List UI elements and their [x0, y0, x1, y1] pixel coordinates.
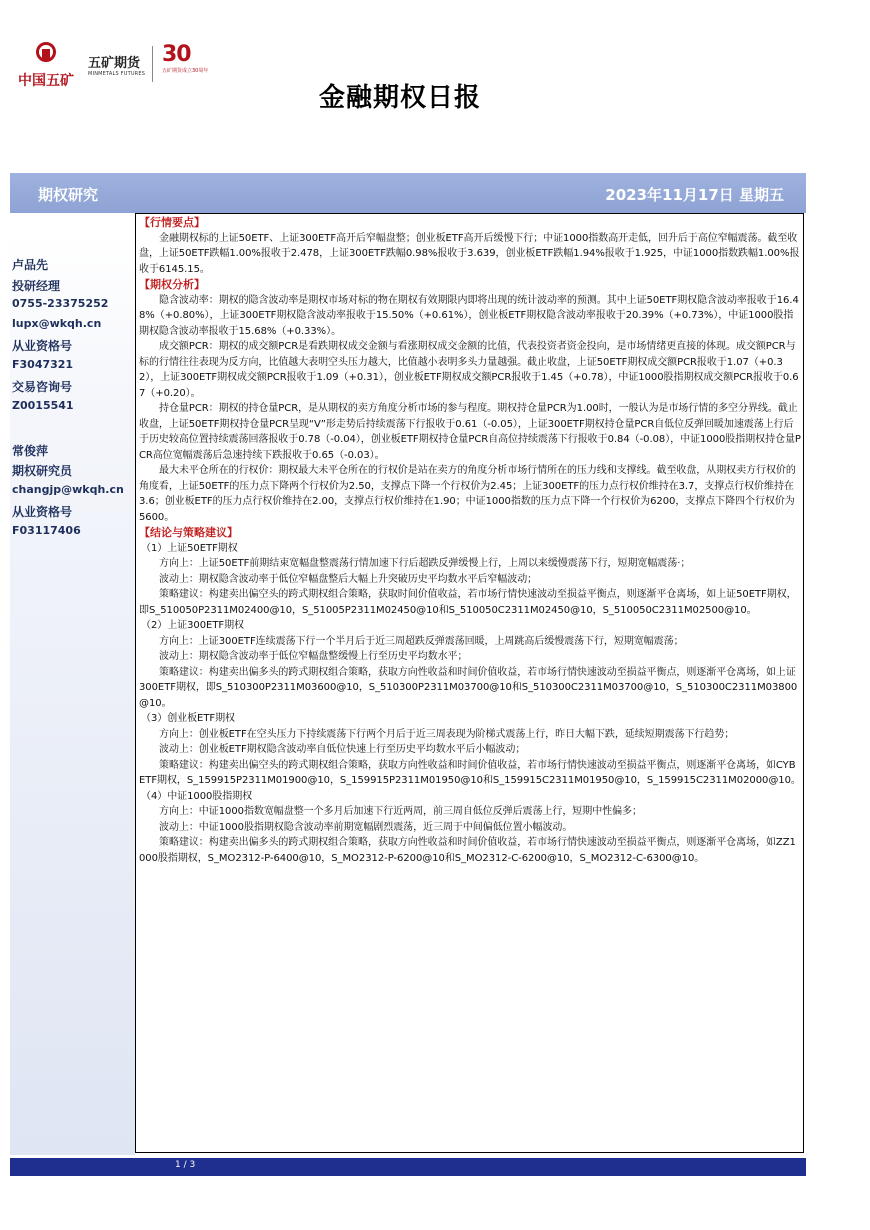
subsection-zz1000-strategy: 策略建议：构建卖出偏多头的跨式期权组合策略，获取方向性收益和时间价值收益，若市场行情快速波动至损益平衡点，则逐渐平仓离场，如ZZ1000股指期权，S_MO2312-P-6400@10，S_MO2312-P-6200@10和S_MO2312-C-6200@10，S_MO2312-C-6300@10。 — [139, 837, 796, 864]
analyst1-consult-label: 交易咨询号 — [12, 380, 73, 394]
anniversary-subtext: 五矿期货成立30周年 — [162, 68, 209, 74]
analyst1-email[interactable]: lupx@wkqh.cn — [12, 317, 102, 330]
max-oi-strike-paragraph: 最大未平仓所在的行权价：期权最大未平仓所在的行权价是站在卖方的角度分析市场行情所在的压力线和支撑线。截至收盘，从期权卖方行权价的角度看，上证50ETF的压力点下降两个行权价为2.50，支撑点下降一个行权价为2.45；上证300ETF的压力点行权价维持在3.7，支撑点行权价维持在3.6；创业板ETF的压力点行权价维持在2.00，支撑点行权价维持在1.90；中证1000指数的压力点下降一个行权价为6200，支撑点下降四个行权价为5600。 — [139, 465, 796, 523]
subsection-50etf-title: （1）上证50ETF期权 — [141, 542, 238, 554]
analyst1-qual-label: 从业资格号 — [12, 339, 73, 353]
report-content-box — [135, 213, 804, 1153]
subsection-300etf-volatility: 波动上：期权隐含波动率于低位窄幅盘整缓慢上行至历史平均数水平； — [159, 651, 468, 662]
footer-bar — [10, 1158, 806, 1176]
anniversary-logo — [162, 42, 222, 74]
section-label: 期权研究 — [38, 186, 99, 204]
report-content — [139, 215, 801, 866]
section-header-bar — [10, 173, 806, 213]
analyst1-name: 卢品先 — [12, 258, 49, 272]
subsection-50etf-strategy: 策略建议：构建卖出偏空头的跨式期权组合策略，获取时间价值收益，若市场行情快速波动至损益平衡点，则逐渐平仓离场，如上证50ETF期权，即S_510050P2311M02400@10，S_51005P2311M02450@10和S_510050C2311M02450@10，S_510050C2311M02500@10。 — [139, 589, 797, 616]
section-title-market: 【行情要点】 — [139, 216, 205, 229]
analyst2-qual: F03117406 — [12, 524, 81, 537]
subsection-300etf-title: （2）上证300ETF期权 — [141, 620, 244, 631]
subsection-cybetf-strategy: 策略建议：构建卖出偏空头的跨式期权组合策略，获取方向性收益和时间价值收益，若市场行情快速波动至损益平衡点，则逐渐平仓离场，如CYBETF期权，S_159915P2311M01900@10，S_159915P2311M01950@10和S_159915C2311M01950@10，S_159915C2311M02000@10。 — [139, 759, 801, 786]
implied-vol-paragraph: 隐含波动率：期权的隐含波动率是期权市场对标的物在期权有效期限内即将出现的统计波动率的预测。其中上证50ETF期权隐含波动率报收于16.48%（+0.80%），上证300ETF期权隐含波动率报收于15.50%（+0.61%），创业板ETF期权隐含波动率报收于20.39%（+0.73%），中证1000股指期权隐含波动率报收于15.68%（+0.33%）。 — [139, 294, 799, 337]
chinaminmetals-emblem-icon — [32, 42, 60, 64]
wkfutures-logo — [88, 52, 162, 77]
anniversary-number: 30 — [162, 42, 191, 67]
subsection-50etf-direction: 方向上：上证50ETF前期结束宽幅盘整震荡行情加速下行后超跌反弹缓慢上行，上周以来缓慢震荡下行，短期宽幅震荡·； — [159, 558, 691, 569]
subsection-cybetf-volatility: 波动上：创业板ETF期权隐含波动率自低位快速上行至历史平均数水平后小幅波动； — [159, 744, 526, 755]
analyst-sidebar — [10, 213, 135, 1155]
subsection-zz1000-direction: 方向上：中证1000指数宽幅盘整一个多月后加速下行近两周，前三周自低位反弹后震荡上行，短期中性偏多； — [159, 806, 642, 817]
analyst1-role: 投研经理 — [12, 279, 61, 293]
section-title-strategy: 【结论与策略建议】 — [139, 526, 238, 539]
analyst1-qual: F3047321 — [12, 358, 74, 371]
analyst2-name: 常俊萍 — [12, 444, 49, 458]
subsection-zz1000-title: （4）中证1000股指期权 — [141, 790, 253, 802]
document-title: 金融期权日报 — [318, 83, 481, 113]
subsection-cybetf-title: （3）创业板ETF期权 — [141, 713, 235, 724]
page-number: 1 / 3 — [175, 1160, 196, 1170]
chinaminmetals-logo-text: 中国五矿 — [18, 73, 74, 89]
analyst1-phone: 0755-23375252 — [12, 297, 109, 310]
wkfutures-logo-text: 五矿期货 — [88, 56, 141, 71]
analyst1-consult: Z0015541 — [12, 399, 74, 412]
analyst2-role: 期权研究员 — [12, 464, 73, 478]
market-summary-paragraph: 金融期权标的上证50ETF、上证300ETF高开后窄幅盘整；创业板ETF高开后缓慢下行；中证1000指数高开走低，回升后于高位窄幅震荡。截至收盘，上证50ETF跌幅1.00%报收于2.478，上证300ETF跌幅0.98%报收于3.639，创业板ETF跌幅1.94%报收于1.925，中证1000指数跌幅1.00%报收于6145.15。 — [139, 232, 800, 275]
turnover-pcr-paragraph: 成交额PCR：期权的成交额PCR是看跌期权成交金额与看涨期权成交金额的比值，代表投资者资金投向，是市场情绪更直接的体现。成交额PCR与标的行情往往表现为反方向，比值越大表明空头压力越大，比值越小表明多头力量越强。截止收盘，上证50ETF期权成交额PCR报收于1.07（+0.32），上证300ETF期权成交额PCR报收于1.09（+0.31），创业板ETF期权成交额PCR报收于1.45（+0.78），中证1000股指期权成交额PCR报收于0.67（+0.20）。 — [139, 341, 799, 399]
analyst2-qual-label: 从业资格号 — [12, 505, 73, 519]
oi-pcr-paragraph: 持仓量PCR：期权的持仓量PCR，是从期权的卖方角度分析市场的参与程度。期权持仓量PCR为1.00时，一般认为是市场行情的多空分界线。截止收盘，上证50ETF期权持仓量PCR呈现“V”形走势后持续震荡下行报收于0.61（-0.05），上证300ETF期权持仓量PCR自低位反弹回暖加速震荡上行后于历史较高位置持续震荡回落报收于0.78（-0.04），创业板ETF期权持仓量PCR自高位持续震荡下行报收于0.84（-0.08），中证1000股指期权持仓量PCR高位宽幅震荡后急速持续下跌报收于0.65（-0.03）。 — [139, 403, 801, 461]
subsection-300etf-strategy: 策略建议：构建卖出偏多头的跨式期权组合策略，获取方向性收益和时间价值收益，若市场行情快速波动至损益平衡点，则逐渐平仓离场，如上证300ETF期权，即S_510300P2311M03600@10，S_510300P2311M03700@10和S_510300C2311M03700@10，S_510300C2311M03800@10。 — [139, 666, 798, 709]
analyst2-email[interactable]: changjp@wkqh.cn — [12, 483, 124, 496]
section-title-analysis: 【期权分析】 — [139, 278, 205, 291]
subsection-zz1000-volatility: 波动上：中证1000股指期权隐含波动率前期宽幅剧烈震荡，近三周于中间偏低位置小幅波动。 — [159, 821, 573, 833]
subsection-cybetf-direction: 方向上：创业板ETF在空头压力下持续震荡下行两个月后于近三周表现为阶梯式震荡上行，昨日大幅下跌，延续短期震荡下行趋势； — [159, 728, 735, 740]
report-date: 2023年11月17日 星期五 — [605, 186, 784, 204]
subsection-300etf-direction: 方向上：上证300ETF连续震荡下行一个半月后于近三周超跌反弹震荡回暖，上周跳高后缓慢震荡下行，短期宽幅震荡； — [159, 635, 684, 647]
wkfutures-logo-en: MINMETALS FUTURES — [88, 71, 146, 77]
subsection-50etf-volatility: 波动上：期权隐含波动率于低位窄幅盘整后大幅上升突破历史平均数水平后窄幅波动； — [159, 573, 538, 585]
